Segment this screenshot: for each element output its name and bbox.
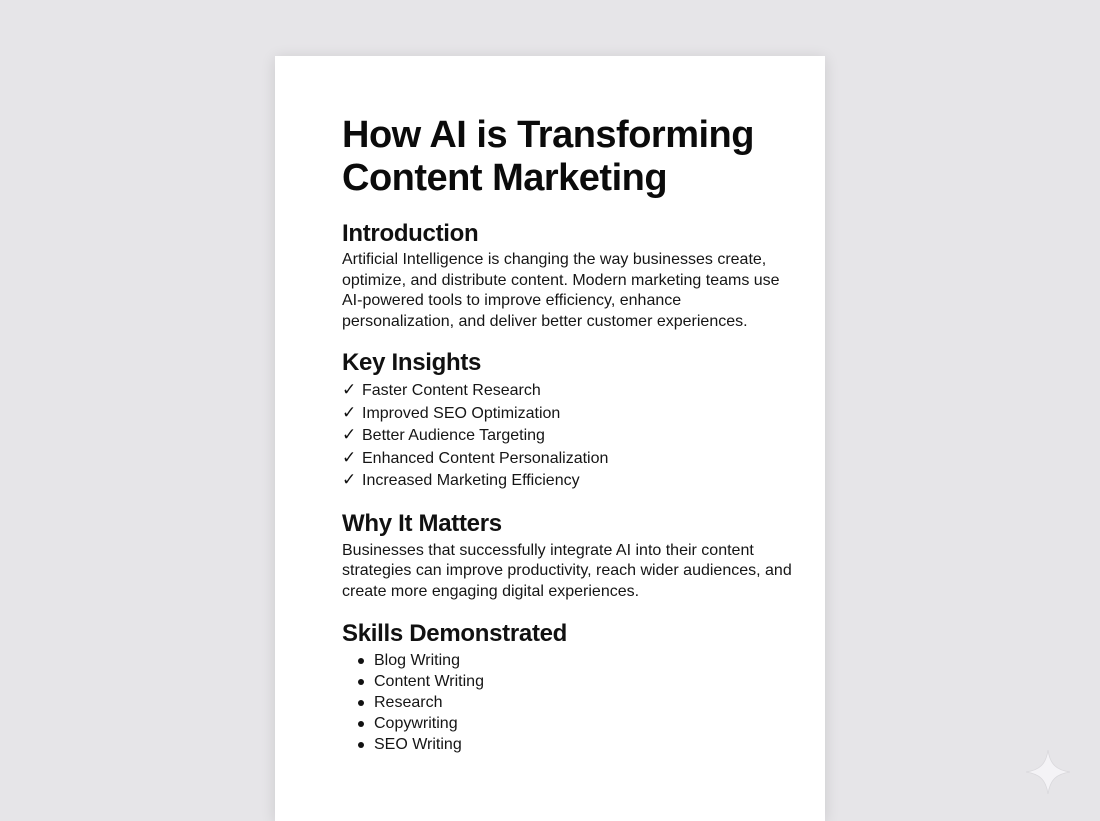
document-page xyxy=(275,56,825,821)
why-it-matters-heading: Why It Matters xyxy=(342,509,502,537)
key-insight-label: Better Audience Targeting xyxy=(362,427,545,444)
check-icon: ✓ xyxy=(342,402,357,422)
skills-section xyxy=(342,620,797,755)
list-item xyxy=(358,650,797,671)
skill-label: Blog Writing xyxy=(374,652,460,669)
sparkle-icon xyxy=(1024,748,1072,796)
list-item xyxy=(358,671,797,692)
key-insight-label: Improved SEO Optimization xyxy=(362,404,561,422)
key-insights-list xyxy=(342,379,797,492)
bullet-icon xyxy=(358,721,364,727)
bullet-icon xyxy=(358,700,364,706)
list-item xyxy=(342,424,797,447)
skills-list xyxy=(342,650,797,755)
key-insight-label: Increased Marketing Efficiency xyxy=(362,472,580,489)
key-insight-label: Enhanced Content Personalization xyxy=(362,449,609,467)
check-icon: ✓ xyxy=(342,470,357,489)
document-content xyxy=(342,114,797,755)
why-it-matters-text: Businesses that successfully integrate AI into their content strategies can improve productivity, reach wider audiences, and create more engaging digital experiences. xyxy=(342,541,792,600)
introduction-section xyxy=(342,220,797,332)
list-item xyxy=(358,713,797,734)
list-item xyxy=(342,447,797,470)
check-icon: ✓ xyxy=(342,447,357,467)
list-item xyxy=(342,379,797,402)
key-insights-heading: Key Insights xyxy=(342,349,482,376)
list-item xyxy=(342,402,797,425)
bullet-icon xyxy=(358,658,364,664)
check-icon: ✓ xyxy=(342,380,357,399)
bullet-icon xyxy=(358,742,364,748)
list-item xyxy=(358,692,797,713)
skill-label: Content Writing xyxy=(374,673,484,690)
skill-label: Research xyxy=(374,694,443,711)
list-item xyxy=(358,734,797,755)
key-insights-section xyxy=(342,349,797,492)
skill-label: Copywriting xyxy=(374,715,458,732)
skills-heading: Skills Demonstrated xyxy=(342,620,568,647)
why-it-matters-section xyxy=(342,510,797,603)
check-icon: ✓ xyxy=(342,425,357,444)
list-item xyxy=(342,469,797,492)
introduction-text: Artificial Intelligence is changing the way businesses create, optimize, and distribute content. Modern marketing teams use AI-powered tools to improve efficiency, enhance personalization, and deliver better customer experiences. xyxy=(342,251,780,330)
bullet-icon xyxy=(358,679,364,685)
document-title: How AI is Transforming Content Marketing xyxy=(342,114,754,199)
introduction-heading: Introduction xyxy=(342,220,479,247)
skill-label: SEO Writing xyxy=(374,736,462,753)
key-insight-label: Faster Content Research xyxy=(362,382,541,399)
